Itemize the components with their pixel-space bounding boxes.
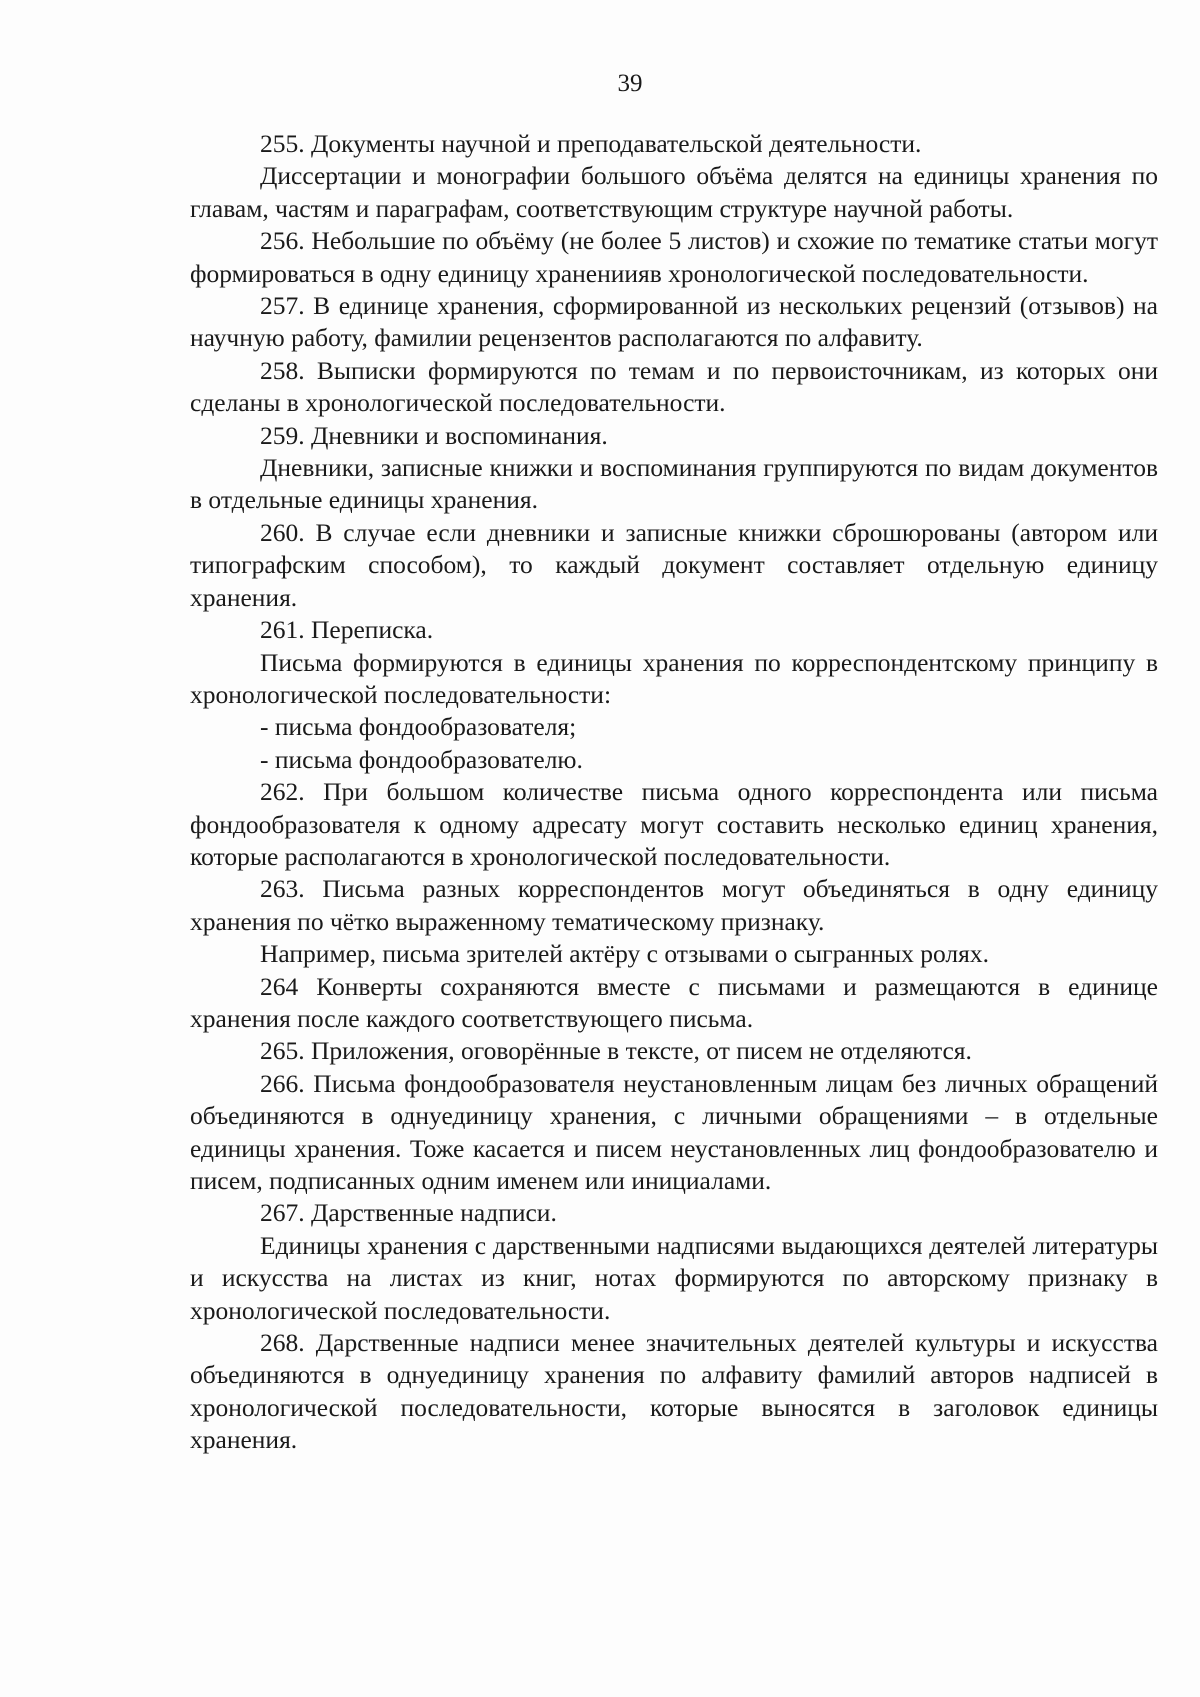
paragraph: 262. При большом количестве письма одного корреспондента или письма фондообразователя к одному адресату могут составить несколько единиц хранения, которые располагаются в хронологической последовательности. <box>190 777 1158 871</box>
list-item: - письма фондообразователю. <box>260 744 583 774</box>
paragraph: 260. В случае если дневники и записные книжки сброшюрованы (автором или типографским способом), то каждый документ составляет отдельную единицу хранения. <box>190 517 1158 612</box>
paragraph: Дневники, записные книжки и воспоминания группируются по видам документов в отдельные единицы хранения. <box>190 453 1158 515</box>
paragraph: 264 Конверты сохраняются вместе с письмами и размещаются в единице хранения после каждого соответствующего письма. <box>190 971 1158 1033</box>
paragraph: 265. Приложения, оговорённые в тексте, от писем не отделяются. <box>260 1036 972 1066</box>
paragraph: Письма формируются в единицы хранения по корреспондентскому принципу в хронологической последовательности: <box>190 647 1158 709</box>
paragraph: 256. Небольшие по объёму (не более 5 листов) и схожие по тематике статьи могут формироваться в одну единицу хранениияв хронологической последовательности. <box>190 226 1158 288</box>
paragraph: 263. Письма разных корреспондентов могут объединяться в одну единицу хранения по чётко выраженному тематическому признаку. <box>190 874 1158 936</box>
body-text <box>190 128 1158 1457</box>
paragraph: 258. Выписки формируются по темам и по первоисточникам, из которых они сделаны в хронологической последовательности. <box>190 355 1158 418</box>
paragraph: Например, письма зрителей актёру с отзывами о сыгранных ролях. <box>260 939 990 969</box>
list-item: - письма фондообразователя; <box>260 712 577 742</box>
paragraph: 261. Переписка. <box>260 615 434 645</box>
paragraph: 268. Дарственные надписи менее значительных деятелей культуры и искусства объединяются в однуединицу хранения по алфавиту фамилий авторов надписей в хронологической последовательности, которые выносятся в заголовок единицы хранения. <box>190 1328 1158 1455</box>
paragraph: 259. Дневники и воспоминания. <box>260 420 608 450</box>
paragraph: Диссертации и монографии большого объёма делятся на единицы хранения по главам, частям и параграфам, соответствующим структуре научной работы. <box>190 161 1158 223</box>
paragraph: Единицы хранения с дарственными надписями выдающихся деятелей литературы и искусства на листах из книг, нотах формируются по авторскому признаку в хронологической последовательности. <box>190 1230 1158 1325</box>
page-number: 39 <box>617 70 643 97</box>
paragraph: 255. Документы научной и преподавательской деятельности. <box>260 129 922 158</box>
paragraph: 266. Письма фондообразователя неустановленным лицам без личных обращений объединяются в однуединицу хранения, с личными обращениями – в отдельные единицы хранения. Тоже касается и писем неустановленных лиц фондообразователю и писем, подписанных одним именем или инициалами. <box>190 1068 1158 1195</box>
paragraph: 257. В единице хранения, сформированной из нескольких рецензий (отзывов) на научную работу, фамилии рецензентов располагаются по алфавиту. <box>190 291 1158 353</box>
paragraph: 267. Дарственные надписи. <box>260 1198 557 1228</box>
